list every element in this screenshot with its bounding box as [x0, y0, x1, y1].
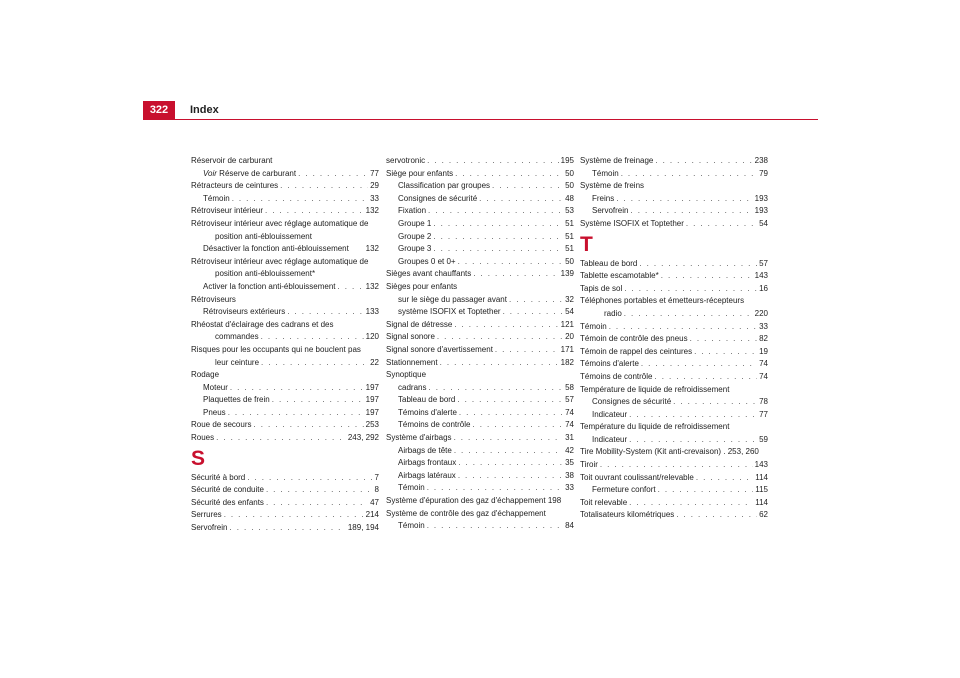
index-entry: Servofrein . . . 189, 194 — [191, 522, 379, 535]
index-entry-continued: leur ceinture . . . 22 — [191, 357, 379, 370]
index-entry: Voir Réserve de carburant . . . 77 — [191, 168, 379, 181]
index-entry: Fixation . . . 53 — [386, 205, 574, 218]
index-entry: Toit ouvrant coulissant/relevable . . . 114 — [580, 472, 768, 485]
index-entry: Stationnement . . . 182 — [386, 357, 574, 370]
index-entry: Témoins de contrôle . . . 74 — [386, 419, 574, 432]
index-entry: Groupe 2 . . . 51 — [386, 231, 574, 244]
index-entry: système ISOFIX et Toptether . . . 54 — [386, 306, 574, 319]
index-entry: Tableau de bord . . . 57 — [386, 394, 574, 407]
index-entry: Roue de secours . . . 253 — [191, 419, 379, 432]
index-entry: Groupe 3 . . . 51 — [386, 243, 574, 256]
index-entry: Témoin . . . 84 — [386, 520, 574, 533]
index-entry: Témoin de contrôle des pneus . . . 82 — [580, 333, 768, 346]
index-entry: Système de contrôle des gaz d'échappement — [386, 508, 546, 518]
index-entry: Signal de détresse . . . 121 — [386, 319, 574, 332]
index-entry: Synoptique — [386, 370, 427, 380]
index-entry: Réservoir de carburant — [191, 156, 273, 165]
section-letter-s: S — [191, 446, 206, 470]
index-entry: Siège pour enfants . . . 50 — [386, 168, 574, 181]
index-entry: Rétroviseurs extérieurs . . . 133 — [191, 306, 379, 319]
index-entry: Signal sonore . . . 20 — [386, 331, 574, 344]
index-entry: Toit relevable . . . 114 — [580, 497, 768, 510]
section-letter-t: T — [580, 232, 593, 256]
index-entry: Rétroviseur intérieur avec réglage automatique de — [191, 218, 369, 228]
page-number: 322 — [143, 101, 175, 119]
index-entry: Témoins d'alerte . . . 74 — [386, 407, 574, 420]
index-entry: Témoin . . . 33 — [580, 321, 768, 334]
index-entry: Freins . . . 193 — [580, 193, 768, 206]
index-entry: Plaquettes de frein . . . 197 — [191, 394, 379, 407]
index-entry-continued: radio . . . 220 — [580, 308, 768, 321]
index-entry: Sécurité de conduite . . . 8 — [191, 484, 379, 497]
index-entry: Indicateur . . . 77 — [580, 409, 768, 422]
index-entry: Témoin . . . 33 — [386, 482, 574, 495]
index-entry: cadrans . . . 58 — [386, 382, 574, 395]
index-entry: Tire Mobility-System (Kit anti-crevaison) . 253, 260 — [580, 447, 759, 457]
index-entry: Désactiver la fonction anti-éblouissement 132 — [203, 244, 379, 254]
index-entry: Roues . . . 243, 292 — [191, 432, 379, 445]
see-reference: Voir — [203, 168, 217, 178]
index-entry: Tapis de sol . . . 16 — [580, 283, 768, 296]
index-entry-continued: commandes . . . 120 — [191, 331, 379, 344]
index-column-1 — [191, 155, 379, 535]
index-entry: Consignes de sécurité . . . 48 — [386, 193, 574, 206]
index-entry: Témoin . . . 33 — [191, 193, 379, 206]
index-entry: Température du liquide de refroidissement — [580, 422, 730, 432]
index-entry: Rodage — [191, 370, 220, 380]
index-entry: Moteur . . . 197 — [191, 382, 379, 395]
index-entry: Airbags de tête . . . 42 — [386, 445, 574, 458]
index-entry: Système d'épuration des gaz d'échappement 198 — [386, 496, 562, 506]
index-entry: Système d'airbags . . . 31 — [386, 432, 574, 445]
index-entry: Système ISOFIX et Toptether . . . 54 — [580, 218, 768, 231]
index-entry: Rhéostat d'éclairage des cadrans et des — [191, 319, 334, 329]
index-entry: servotronic . . . 195 — [386, 155, 574, 168]
index-entry: Téléphones portables et émetteurs-récepteurs — [580, 296, 745, 306]
index-column-3 — [580, 155, 768, 522]
index-entry: Groupe 1 . . . 51 — [386, 218, 574, 231]
index-entry: Température de liquide de refroidissement — [580, 384, 730, 394]
index-entry: Système de freinage . . . 238 — [580, 155, 768, 168]
index-entry: Risques pour les occupants qui ne bouclent pas — [191, 344, 361, 354]
index-entry: Sièges pour enfants — [386, 281, 458, 291]
index-entry: Pneus . . . 197 — [191, 407, 379, 420]
index-entry: Témoin . . . 79 — [580, 168, 768, 181]
index-entry-continued: position anti-éblouissement* — [215, 269, 316, 279]
index-column-2 — [386, 155, 574, 533]
index-entry: Serrures . . . 214 — [191, 509, 379, 522]
index-entry: Airbags frontaux . . . 35 — [386, 457, 574, 470]
index-entry: Témoin de rappel des ceintures . . . 19 — [580, 346, 768, 359]
index-entry: Témoins de contrôle . . . 74 — [580, 371, 768, 384]
index-entry: Sécurité des enfants . . . 47 — [191, 497, 379, 510]
index-entry: Rétroviseur intérieur . . . 132 — [191, 205, 379, 218]
index-entry: Consignes de sécurité . . . 78 — [580, 396, 768, 409]
index-entry: Indicateur . . . 59 — [580, 434, 768, 447]
index-entry: Sièges avant chauffants . . . 139 — [386, 268, 574, 281]
index-entry: Servofrein . . . 193 — [580, 205, 768, 218]
index-entry: Airbags latéraux . . . 38 — [386, 470, 574, 483]
index-entry: Classification par groupes . . . 50 — [386, 180, 574, 193]
index-entry: Tiroir . . . 143 — [580, 459, 768, 472]
index-entry: Témoins d'alerte . . . 74 — [580, 358, 768, 371]
index-entry: Rétroviseur intérieur avec réglage automatique de — [191, 256, 369, 266]
index-entry: Tableau de bord . . . 57 — [580, 258, 768, 271]
header-rule — [143, 119, 818, 120]
index-entry: Tablette escamotable* . . . 143 — [580, 270, 768, 283]
index-entry: Activer la fonction anti-éblouissement . . . 132 — [191, 281, 379, 294]
page-title: Index — [190, 104, 219, 116]
index-entry: Système de freins — [580, 181, 645, 191]
index-entry: Sécurité à bord . . . 7 — [191, 472, 379, 485]
index-entry: Totalisateurs kilométriques . . . 62 — [580, 509, 768, 522]
index-entry: Signal sonore d'avertissement . . . 171 — [386, 344, 574, 357]
index-entry: Rétroviseurs — [191, 294, 236, 304]
index-entry: Rétracteurs de ceintures . . . 29 — [191, 180, 379, 193]
index-entry: Fermeture confort . . . 115 — [580, 484, 768, 497]
index-entry: sur le siège du passager avant . . . 32 — [386, 294, 574, 307]
index-entry: Groupes 0 et 0+ . . . 50 — [386, 256, 574, 269]
index-entry-continued: position anti-éblouissement — [215, 231, 312, 241]
